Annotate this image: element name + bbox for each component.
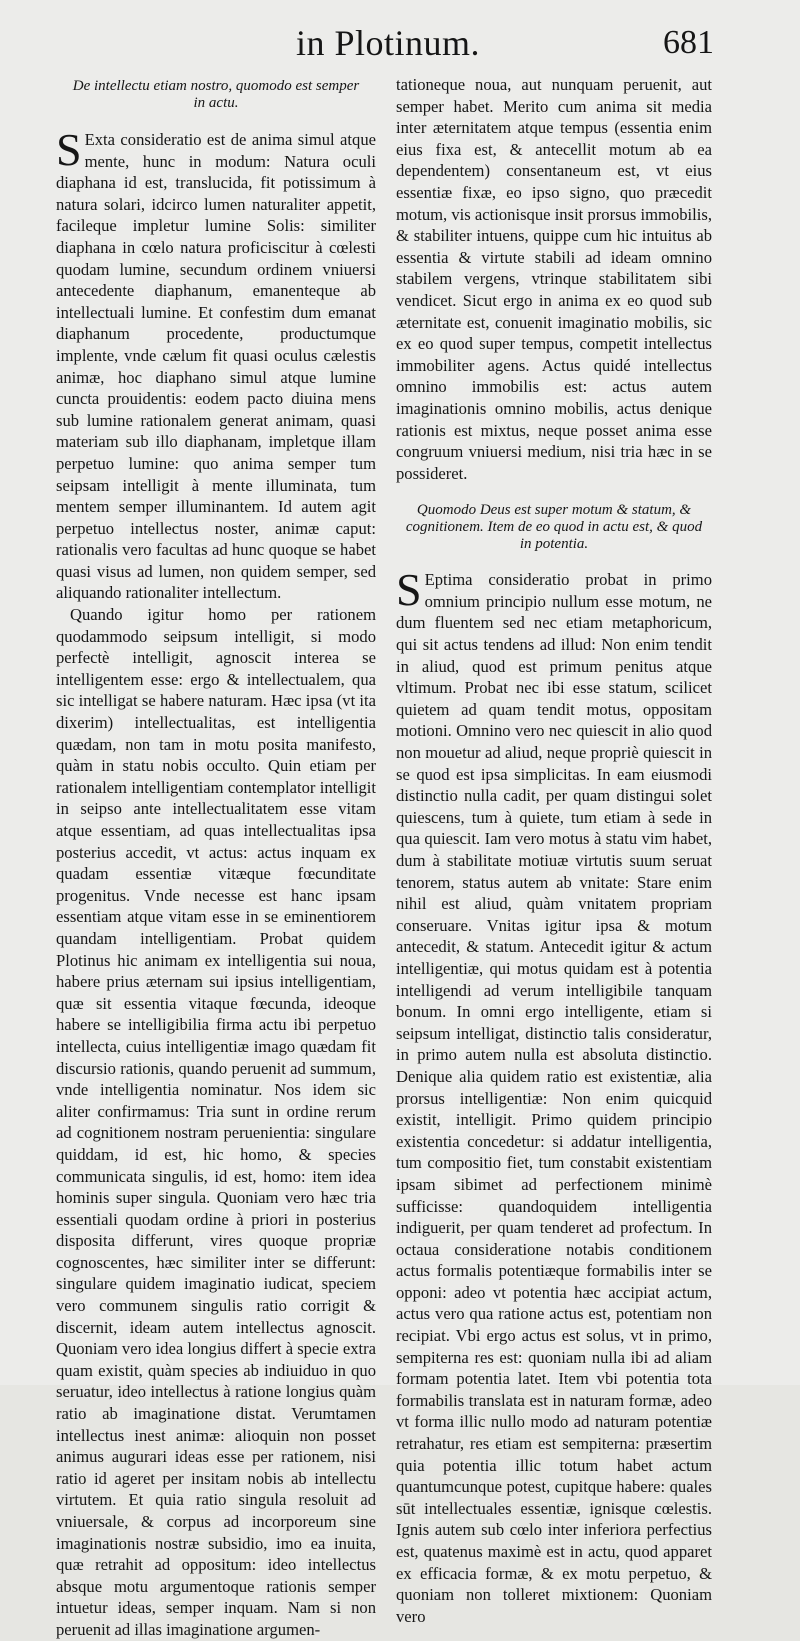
- drop-cap: S: [56, 124, 82, 175]
- paragraph-text: Exta consideratio est de anima simul atque mente, hunc in modum: Natura oculi diaphana id est, translucida, fit potissimum à natura solari, idcirco lumen naturaliter appetit, facileque impletur lumine Solis: similiter diaphana in cœlo natura proficiscitur à cœlesti quodam lumine, secundum ordinem vniuersi antecedente diaphanum, emanenteque ab intellectuali lumine. Et confestim dum emanat diaphanum procedente, productumque implente, vnde cælum fit quasi oculus cælestis animæ, hoc diaphano simul atque lumine cuncta prouidentis: eodem pacto diuina mens sub lumine rationalem generat animam, quasi materiam sub illo diaphanam, impletque illam perpetuo lumine: quo anima semper tum seipsam intelligit à mente illuminata, tum mentem semper illuminantem. Id autem agit perpetuo intellectus noster, animæ caput: rationalis vero facultas ad hunc quoque se habet quasi visus ad lumen, non quidem semper, sed aliquando rationaliter intellectum.: [56, 130, 376, 603]
- page-header: [0, 18, 800, 68]
- section-heading: De intellectu etiam nostro, quomodo est semper in actu.: [72, 78, 360, 111]
- section-heading: Quomodo Deus est super motum & statum, & cognitionem. Item de eo quod in actu est, & quod in potentia.: [405, 502, 703, 553]
- paragraph: Quando igitur homo per rationem quodammodo seipsum intelligit, si modo perfectè intelligit, agnoscit interea se intelligentem esse: ergo & intellectualem, qua sic intelligat se habere naturam. Hæc ipsa (vt ita dixerim) intellectualitas, est intelligentia quædam, non tam in motu posita manifesto, quàm in statu nobis occulto. Quin etiam per rationalem intelligentiam contemplator intelligit in seipso ante intellectualitatem esse vitam atque essentiam, ad quas intellectualitas ipsa posterius accedit, vt actus: actus inquam ex quadam essentiæ vitæque fœcunditate progenitus. Vnde necesse est hanc ipsam essentiam atque vitam esse in se eminentiorem quandam intelligentiam. Probat quidem Plotinus hic animam ex intelligentia sui noua, habere prius æternam sui ipsius intelligentiam, quæ sit essentia vitaque fœcunda, ideoque habere se intelligibilia firma actu ibi perpetuo intellecta, cuius intelligentiæ imago quædam fit discursio rationis, quando peruenit ad summum, vnde intelligentia nominatur. Nos idem sic aliter confirmamus: Tria sunt in ordine rerum ad cognitionem nostram peruenientia: singulare quiddam, id est, hic homo, & species communicata singulis, id est, homo: item idea hominis super singula. Quoniam vero hæc tria essentiali quodam ordine à priori in posterius disposita differunt, vires quoque propriæ cognoscentes, hæc similiter inter se differunt: singulare quidem imaginatio iudicat, speciem vero communem singulis ratio corrigit & discernit, ideam autem intellectus agnoscit. Quoniam vero idea longius differt à specie extra quam existit, quàm species ab indiuiduo in quo seruatur, ideo intellectus à ratione longius quàm ratio ab imaginatione distat. Verumtamen intellectus inest animæ: alioquin non posset animus augurari ideas esse per rationem, nisi ratio id ageret per insitam nobis ab intellectu virtutem. Et quia ratio singula resoluit ad vniuersale, & corpus ad incorporeum sine imaginationis nostræ subsidio, imo ea inuita, quæ retrahit ad oppositum: ideo intellectus absque motu argumentoque rationis semper intuetur ideas, semper inquam. Nam si non peruenit ad illas imaginatione argumen-: [56, 605, 376, 1639]
- running-head: in Plotinum.: [296, 23, 481, 63]
- page-number: 681: [663, 24, 714, 61]
- paragraph: [396, 564, 712, 1627]
- paragraph: [56, 124, 376, 604]
- right-column: [396, 74, 712, 1627]
- left-column: [56, 74, 376, 1641]
- paragraph: tationeque noua, aut nunquam peruenit, aut semper habet. Merito cum anima sit media inter æternitatem atque tempus (essentia enim eius fixa est, & antecellit motum ab ea dependentem) consentaneum est, vt eius essentiæ fixæ, eo ipso signo, quo præcedit motum, vis actionisque insit prorsus immobilis, & stabiliter intuens, quippe cum hic intuitus ab essentia & virtute stabili ad ideam omnino stabilem vergens, vtrinque stabilitatem sibi vendicet. Sicut ergo in anima ex eo quod sub æternitate est, conuenit imaginatio mobilis, sic ex eo quod super tempus, competit intellectus immobiliter agens. Actus quidé intellectus omnino immobilis est: actus autem imaginationis omnino mobilis, actus denique rationis est mixtus, neque posset anima esse congruum vniuersi medium, nisi tria hæc in se possideret.: [396, 75, 712, 483]
- drop-cap: S: [396, 564, 422, 616]
- paragraph-text: Eptima consideratio probat in primo omnium principio nullum esse motum, ne dum fluentem sed nec etiam metaphoricum, qui sit actus tendens ad illud: Non enim tendit in aliud, quod est primum penitus atque vltimum. Probat nec ibi esse statum, scilicet quietem ad quam tendit motus, oppositam motioni. Omnino vero nec quiescit in alio quod non mouetur ad aliud, neque propriè quiescit in se quod est ipsa simplicitas. In eam eiusmodi distinctio nulla cadit, per quam distingui solet quiescens, tum à quiete, tum etiam à sede in qua quiescit. Iam vero motus à statu vim habet, dum à stabilitate motiuæ virtutis suum seruat tenorem, status autem ab vnitate: Stare enim nihil est aliud, quàm vnitatem propriam conseruare. Vnitas igitur ipsa & motum antecedit, & statum. Antecedit igitur & actum intelligentiæ, qui motus quidam est à potentia intelligendi ad verum intelligibile tanquam bonum. In omni ergo intelligente, etiam si seipsum intelligat, distinctio talis consideratur, in primo autem nulla est absoluta distinctio. Denique alia quidem ratio est existentiæ, alia prorsus intelligentiæ: Non enim quicquid existit, intelligit. Primo quidem principio existentia concedetur: si addatur intelligentia, tum compositio fiet, tum constabit existentiam ipsam sibimet ad perfectionem minimè sufficisse: quandoquidem intelligentia indiguerit, per quam tenderet ad profectum. In octaua consideratione notabis conditionem actus formalis potentiæque formabilis inter se opponi: adeo vt potentia hæc accipiat actum, actus vero qua ratione actus est, potentiam non recipiat. Vbi ergo actus est solus, vt in primo, sempiterna res est: quoniam nulla ibi ad aliam formam potentia latet. Item vbi potentia tota formabilis translata est in naturam formæ, adeo vt forma illic nullo modo ad naturam potentiæ retrahatur, res etiam est sempiterna: præsertim quia potentia illic totum habet actum quantumcunque potest, cupitque habere: quales sūt intellectuales essentiæ, ignisque cœlestis. Ignis autem sub cœlo inter inferiora perfectius est, quatenus maximè est in actu, quod apparet ex efficacia formæ, & ex motu perpetuo, & quoniam non tolleret mixtionem: Quoniam vero: [396, 570, 712, 1626]
